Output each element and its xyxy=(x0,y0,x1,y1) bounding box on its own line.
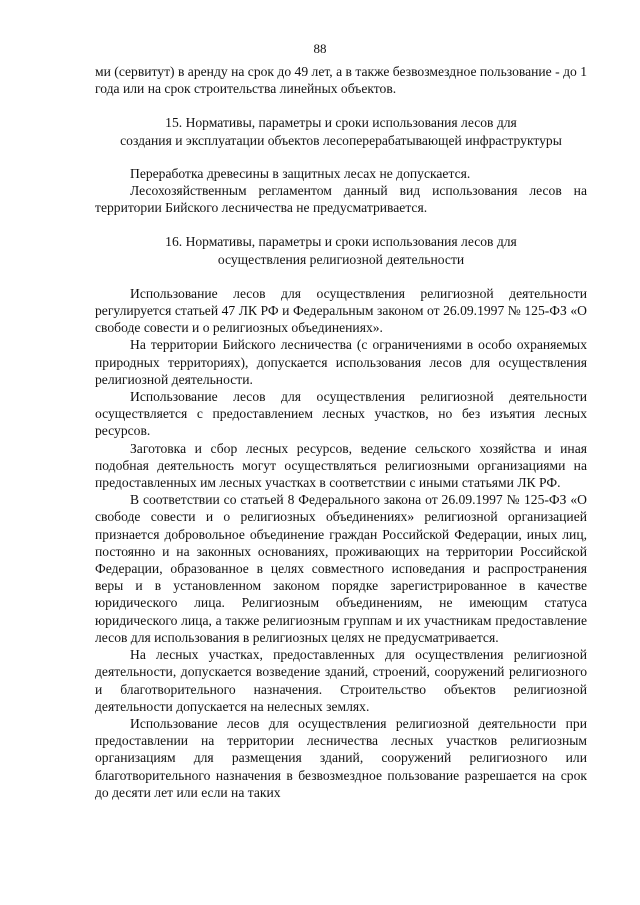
intro-continuation-paragraph: ми (сервитут) в аренду на срок до 49 лет, а в также безвозмездное пользование - до 1 года или на срок строительства линейных объектов. xyxy=(95,64,587,97)
section-16-paragraph-6: На лесных участках, предоставленных для осуществления религиозной деятельности, допускается возведение зданий, строений, сооружений религиозного и благотворительного назначения. Строительство объектов религиозной деятельности допускается на нелесных землях. xyxy=(95,647,587,714)
section-16-heading-line-2: осуществления религиозной деятельности xyxy=(217,251,465,267)
section-16-heading-line-1: 16. Нормативы, параметры и сроки использования лесов для xyxy=(165,234,517,250)
section-16-paragraph-1: Использование лесов для осуществления религиозной деятельности регулируется статьей 47 ЛК РФ и Федеральным законом от 26.09.1997 № 125-ФЗ «О свободе совести и о религиозных объединениях». xyxy=(95,285,587,336)
page-number: 88 xyxy=(313,41,327,56)
section-15-heading-line-1: 15. Нормативы, параметры и сроки использования лесов для xyxy=(165,115,517,131)
section-16-paragraph-2: На территории Бийского лесничества (с ограничениями в особо охраняемых природных территориях), допускается использования лесов для осуществления религиозной деятельности. xyxy=(95,337,587,387)
section-16-heading xyxy=(95,233,587,267)
section-15-paragraph-2: Лесохозяйственным регламентом данный вид использования лесов на территории Бийского лесничества не предусматривается. xyxy=(95,183,587,216)
section-16-paragraph-5: В соответствии со статьей 8 Федерального закона от 26.09.1997 № 125-ФЗ «О свободе совести и о религиозных объединениях» религиозной организацией признается добровольное объединение граждан Российской Федерации, иных лиц, постоянно и на законных основаниях, проживающих на территории Российской Федерации, образованное в целях совместного исповедания и распространения веры и в установленном законом порядке зарегистрированное в качестве юридического лица. Религиозным объединениям, не имеющим статуса юридического лица, а также религиозным группам и их участникам предоставление лесов для использования в религиозных целях не предусматривается. xyxy=(95,492,587,645)
section-15-paragraph-1: Переработка древесины в защитных лесах не допускается. xyxy=(130,165,471,181)
section-16-paragraph-3: Использование лесов для осуществления религиозной деятельности осуществляется с предоставлением лесных участков, но без изъятия лесных ресурсов. xyxy=(95,389,587,439)
section-15-heading xyxy=(95,114,587,148)
section-16-paragraph-7: Использование лесов для осуществления религиозной деятельности при предоставлении на территории лесничества лесных участков религиозным организациям для размещения зданий, сооружений религиозного или благотворительного назначения в безвозмездное пользование разрешается на срок до десяти лет или если на таких xyxy=(95,715,587,800)
section-15-heading-line-2: создания и эксплуатации объектов лесоперерабатывающей инфраструктуры xyxy=(120,132,562,148)
page-content xyxy=(95,63,587,801)
section-16-paragraph-4: Заготовка и сбор лесных ресурсов, ведение сельского хозяйства и иная подобная деятельность могут осуществляться религиозными организациями на предоставленных им лесных участках в соответствии с иными статьями ЛК РФ. xyxy=(95,440,587,491)
